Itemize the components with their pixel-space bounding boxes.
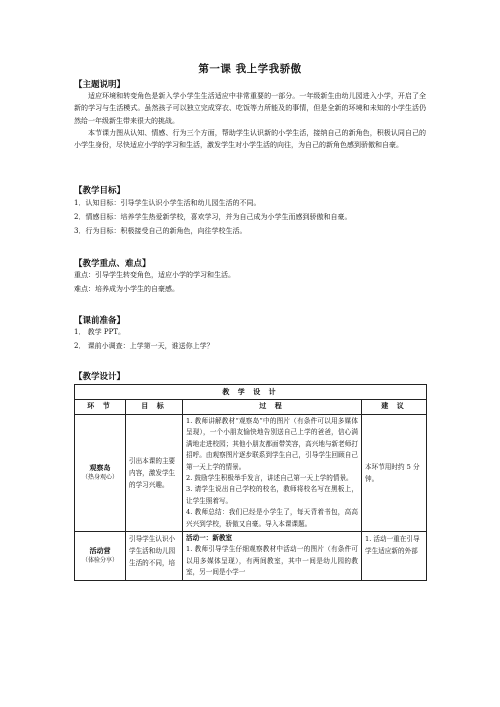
process-step: 1. 教师引导学生仔细观察教材中活动一的图片（有条件可以用多媒体呈现），有两间教室，其中一间是幼儿园的教室，另一间是小学一: [186, 545, 358, 577]
prep-heading: 【课前准备】: [74, 316, 126, 326]
step-note: （体验分享）: [81, 556, 118, 564]
keypoint-item: 难点：培养成为小学生的自豪感。: [74, 285, 179, 293]
goal-cell: 引出本课的主要内容，激发学生的学习兴趣。: [126, 415, 183, 532]
goals-heading: 【教学目标】: [74, 186, 126, 196]
keypoints-heading: 【教学重点、难点】: [74, 259, 151, 269]
table-caption: 教 学 设 计: [75, 385, 427, 400]
design-heading: 【教学设计】: [74, 372, 126, 382]
column-header: 过 程: [183, 400, 362, 415]
table-row: [75, 415, 427, 532]
process-step: 1. 教师讲解教材“观察岛”中的图片（有条件可以用多媒体呈现），一个小朋友愉快地告别送自己上学的爸爸，信心满满地走进校园；其他小朋友都面带笑容，高兴地与新老师打招呼。由观察图片逐步联系到学生自己，引导学生回顾自己第一天上学的情景。: [186, 417, 358, 471]
theme-heading: 【主题说明】: [74, 80, 126, 90]
column-header: 环 节: [75, 400, 126, 415]
teaching-design-table: [74, 384, 427, 581]
suggestion-cell: 本环节用时约 5 分钟。: [362, 415, 427, 532]
step-cell: [75, 532, 126, 581]
goal-item: 3．行为目标：积极接受自己的新角色，向往学校生活。: [74, 227, 247, 235]
process-step: 3. 请学生说出自己学校的校名，教师将校名写在黑板上，让学生照着写。: [186, 485, 358, 505]
goal-item: 2．情感目标：培养学生热爱新学校，喜欢学习，并为自己成为小学生而感到骄傲和自豪。: [74, 213, 352, 221]
prep-item: 2． 课前小调查：上学第一天，谁送你上学？: [74, 342, 214, 350]
step-cell: [75, 415, 126, 532]
column-header: 建 议: [362, 400, 427, 415]
process-step: 2. 鼓励学生积极举手发言，讲述自己第一天上学的情景。: [186, 474, 353, 483]
lesson-title: 第一课 我上学我骄傲: [198, 63, 302, 75]
theme-paragraph-1: 适应环境和转变角色是新入学小学生生活适应中非常重要的一部分。一年级新生由幼儿园进入小学，开启了全新的学习与生活模式。虽然孩子可以独立完成穿衣、吃饭等力所能及的事情，但是全新的环境和未知的小学生活仍然给一年级新生带来很大的挑战。: [74, 92, 426, 125]
prep-item: 1． 教学 PPT。: [74, 328, 125, 336]
goal-item: 1．认知目标：引导学生认识小学生活和幼儿园生活的不同。: [74, 199, 261, 207]
process-cell: [183, 415, 362, 532]
keypoint-item: 重点：引导学生转变角色，适应小学的学习和生活。: [74, 271, 235, 279]
theme-paragraph-2: 本节课力图从认知、情感、行为三个方面，帮助学生认识新的小学生活，接纳自己的新角色，积极认同自己的小学生身份，尽快适应小学的学习和生活，激发学生对小学生活的向往，为自己的新角色感到骄傲和自豪。: [74, 129, 426, 150]
suggestion-cell: 1. 活动一重在引导学生适应新的外部: [362, 532, 427, 581]
goal-cell: 引导学生认识小学生活和幼儿园生活的不同，培: [126, 532, 183, 581]
column-header: 目 标: [126, 400, 183, 415]
activity-title: 活动一：新教室: [186, 534, 233, 543]
process-cell: [183, 532, 362, 581]
step-note: （热身观心）: [81, 474, 118, 482]
step-name: 活动营: [89, 546, 111, 555]
step-name: 观察岛: [89, 464, 111, 473]
process-step: 4. 教师总结：我们已经是小学生了，每天背着书包，高高兴兴到学校，骄傲又自豪。导入本课课题。: [186, 508, 358, 528]
table-row: [75, 532, 427, 581]
